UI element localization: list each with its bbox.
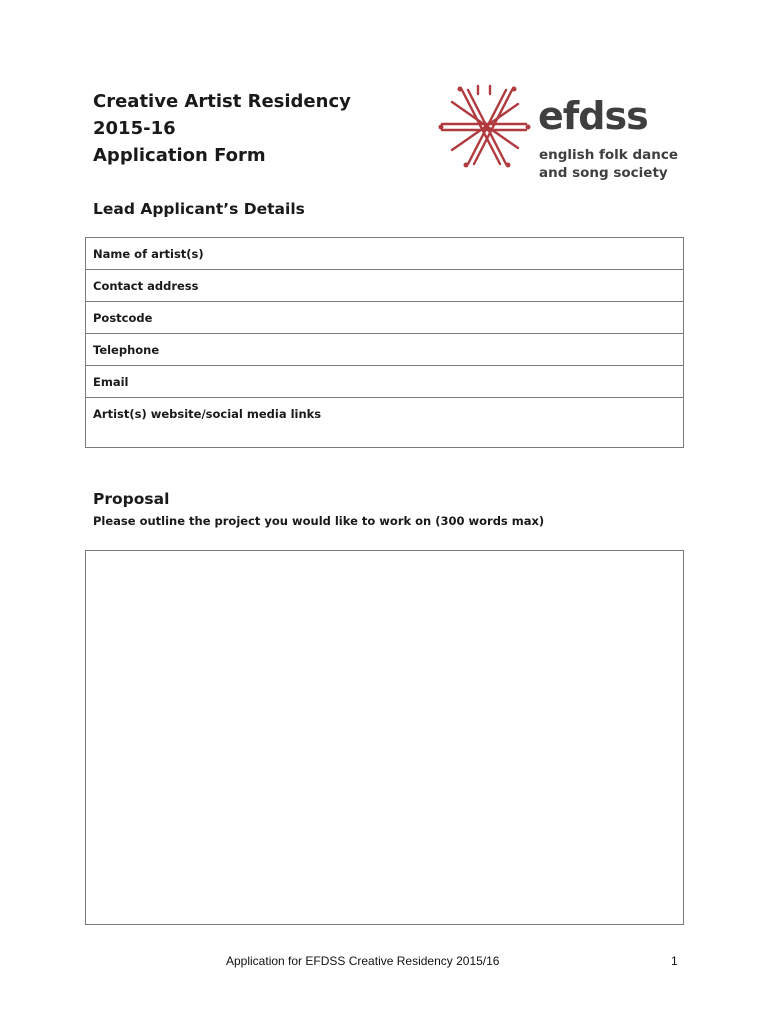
page-number: 1 <box>671 954 678 968</box>
efdss-star-icon <box>438 84 532 170</box>
footer-text: Application for EFDSS Creative Residency 2015/16 <box>226 954 500 968</box>
title-line-2: 2015-16 <box>93 118 176 139</box>
details-heading: Lead Applicant’s Details <box>93 200 305 218</box>
proposal-heading: Proposal <box>93 490 170 508</box>
title-line-1: Creative Artist Residency <box>93 91 351 112</box>
logo-subtitle-line-1: english folk dance <box>539 147 679 163</box>
field-website-links[interactable]: Artist(s) website/social media links <box>93 407 322 421</box>
field-name-of-artists[interactable]: Name of artist(s) <box>86 238 683 270</box>
proposal-instruction: Please outline the project you would like to work on (300 words max) <box>93 514 545 528</box>
field-email[interactable]: Email <box>86 366 683 398</box>
logo-subtitle-line-2: and song society <box>539 165 668 181</box>
efdss-logo <box>438 84 688 184</box>
field-postcode[interactable]: Postcode <box>86 302 683 334</box>
logo-wordmark: efdss <box>538 94 648 138</box>
document-title <box>93 88 351 169</box>
logo-subtitle <box>539 146 678 182</box>
field-contact-address[interactable]: Contact address <box>86 270 683 302</box>
field-telephone[interactable]: Telephone <box>86 334 683 366</box>
details-table <box>85 237 684 448</box>
proposal-text-box[interactable] <box>85 550 684 925</box>
title-line-3: Application Form <box>93 145 266 166</box>
